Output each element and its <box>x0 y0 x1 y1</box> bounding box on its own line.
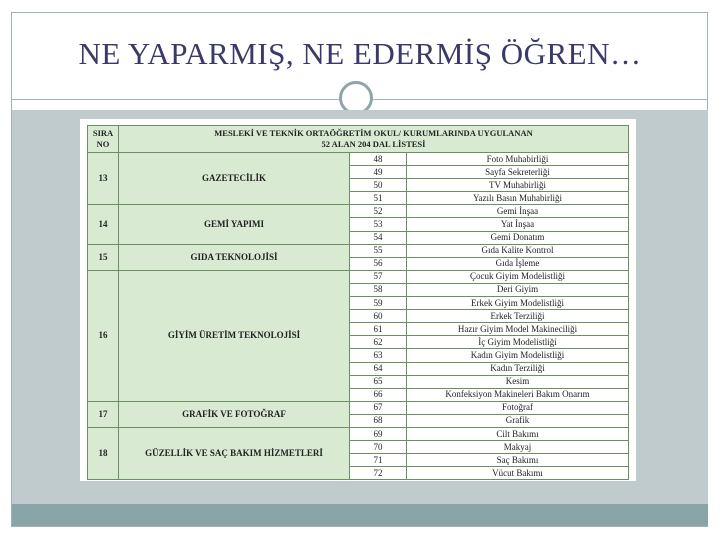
dal-number-cell: 66 <box>350 388 407 401</box>
dal-number-cell: 64 <box>350 362 407 375</box>
dal-name-cell: Çocuk Giyim Modelistliği <box>407 270 629 283</box>
header-title-line2: 52 ALAN 204 DAL LİSTESİ <box>321 139 426 149</box>
header-sira-text: SIRA NO <box>92 128 114 149</box>
alan-name-cell: GIDA TEKNOLOJİSİ <box>119 244 350 270</box>
dal-number-cell: 63 <box>350 349 407 362</box>
alan-name-cell: GÜZELLİK VE SAÇ BAKIM HİZMETLERİ <box>119 427 350 479</box>
sira-no-cell: 15 <box>88 244 119 270</box>
dal-name-cell: Gıda Kalite Kontrol <box>407 244 629 257</box>
dal-number-cell: 71 <box>350 454 407 467</box>
dal-number-cell: 58 <box>350 283 407 296</box>
dal-name-cell: Vücut Bakımı <box>407 467 629 480</box>
table-row <box>88 205 629 218</box>
dal-name-cell: Kesim <box>407 375 629 388</box>
dal-name-cell: Sayfa Sekreterliği <box>407 166 629 179</box>
dal-name-cell: Saç Bakımı <box>407 454 629 467</box>
dal-name-cell: TV Muhabirliği <box>407 179 629 192</box>
dal-name-cell: Cilt Bakımı <box>407 427 629 440</box>
table-row <box>88 244 629 257</box>
table-row <box>88 427 629 440</box>
dal-number-cell: 60 <box>350 310 407 323</box>
alan-name-cell: GAZETECİLİK <box>119 153 350 205</box>
dal-name-cell: Grafik <box>407 414 629 427</box>
dal-number-cell: 49 <box>350 166 407 179</box>
table-header-row <box>88 126 629 153</box>
dal-number-cell: 69 <box>350 427 407 440</box>
dal-number-cell: 68 <box>350 414 407 427</box>
table-row <box>88 270 629 283</box>
dal-name-cell: Hazır Giyim Model Makineciliği <box>407 323 629 336</box>
dal-number-cell: 56 <box>350 257 407 270</box>
dal-name-cell: Deri Giyim <box>407 283 629 296</box>
dal-name-cell: Makyaj <box>407 441 629 454</box>
dal-number-cell: 53 <box>350 218 407 231</box>
dal-number-cell: 48 <box>350 153 407 166</box>
dal-number-cell: 61 <box>350 323 407 336</box>
dal-number-cell: 72 <box>350 467 407 480</box>
alan-name-cell: GRAFİK VE FOTOĞRAF <box>119 401 350 427</box>
dal-name-cell: İç Giyim Modelistliği <box>407 336 629 349</box>
dal-number-cell: 59 <box>350 297 407 310</box>
sira-no-cell: 18 <box>88 427 119 479</box>
dal-name-cell: Fotoğraf <box>407 401 629 414</box>
dal-number-cell: 54 <box>350 231 407 244</box>
table-body <box>88 153 629 480</box>
dal-name-cell: Konfeksiyon Makineleri Bakım Onarım <box>407 388 629 401</box>
dal-number-cell: 55 <box>350 244 407 257</box>
alan-name-cell: GİYİM ÜRETİM TEKNOLOJİSİ <box>119 270 350 401</box>
dal-name-cell: Yazılı Basın Muhabirliği <box>407 192 629 205</box>
dal-number-cell: 50 <box>350 179 407 192</box>
dal-number-cell: 52 <box>350 205 407 218</box>
footer-bar <box>12 504 708 526</box>
sira-no-cell: 16 <box>88 270 119 401</box>
document-image <box>80 119 636 481</box>
alan-name-cell: GEMİ YAPIMI <box>119 205 350 244</box>
table-row <box>88 153 629 166</box>
dal-number-cell: 67 <box>350 401 407 414</box>
sira-no-cell: 17 <box>88 401 119 427</box>
dal-name-cell: Kadın Giyim Modelistliği <box>407 349 629 362</box>
sira-no-cell: 14 <box>88 205 119 244</box>
dal-number-cell: 62 <box>350 336 407 349</box>
dal-name-cell: Kadın Terziliği <box>407 362 629 375</box>
dal-number-cell: 70 <box>350 441 407 454</box>
dal-name-cell: Gemi İnşaa <box>407 205 629 218</box>
header-title-line1: MESLEKİ VE TEKNİK ORTAÖĞRETİM OKUL/ KURUMLARINDA UYGULANAN <box>214 128 533 138</box>
header-sira-no <box>88 126 119 153</box>
dal-name-cell: Erkek Giyim Modelistliği <box>407 297 629 310</box>
header-title <box>119 126 629 153</box>
dal-name-cell: Foto Muhabirliği <box>407 153 629 166</box>
dal-name-cell: Yat İnşaa <box>407 218 629 231</box>
alan-dal-table <box>87 125 629 480</box>
dal-name-cell: Gemi Donatım <box>407 231 629 244</box>
slide-title: NE YAPARMIŞ, NE EDERMİŞ ÖĞREN… <box>78 36 642 71</box>
dal-name-cell: Erkek Terziliği <box>407 310 629 323</box>
table-row <box>88 401 629 414</box>
dal-number-cell: 51 <box>350 192 407 205</box>
dal-number-cell: 57 <box>350 270 407 283</box>
dal-name-cell: Gıda İşleme <box>407 257 629 270</box>
dal-number-cell: 65 <box>350 375 407 388</box>
sira-no-cell: 13 <box>88 153 119 205</box>
